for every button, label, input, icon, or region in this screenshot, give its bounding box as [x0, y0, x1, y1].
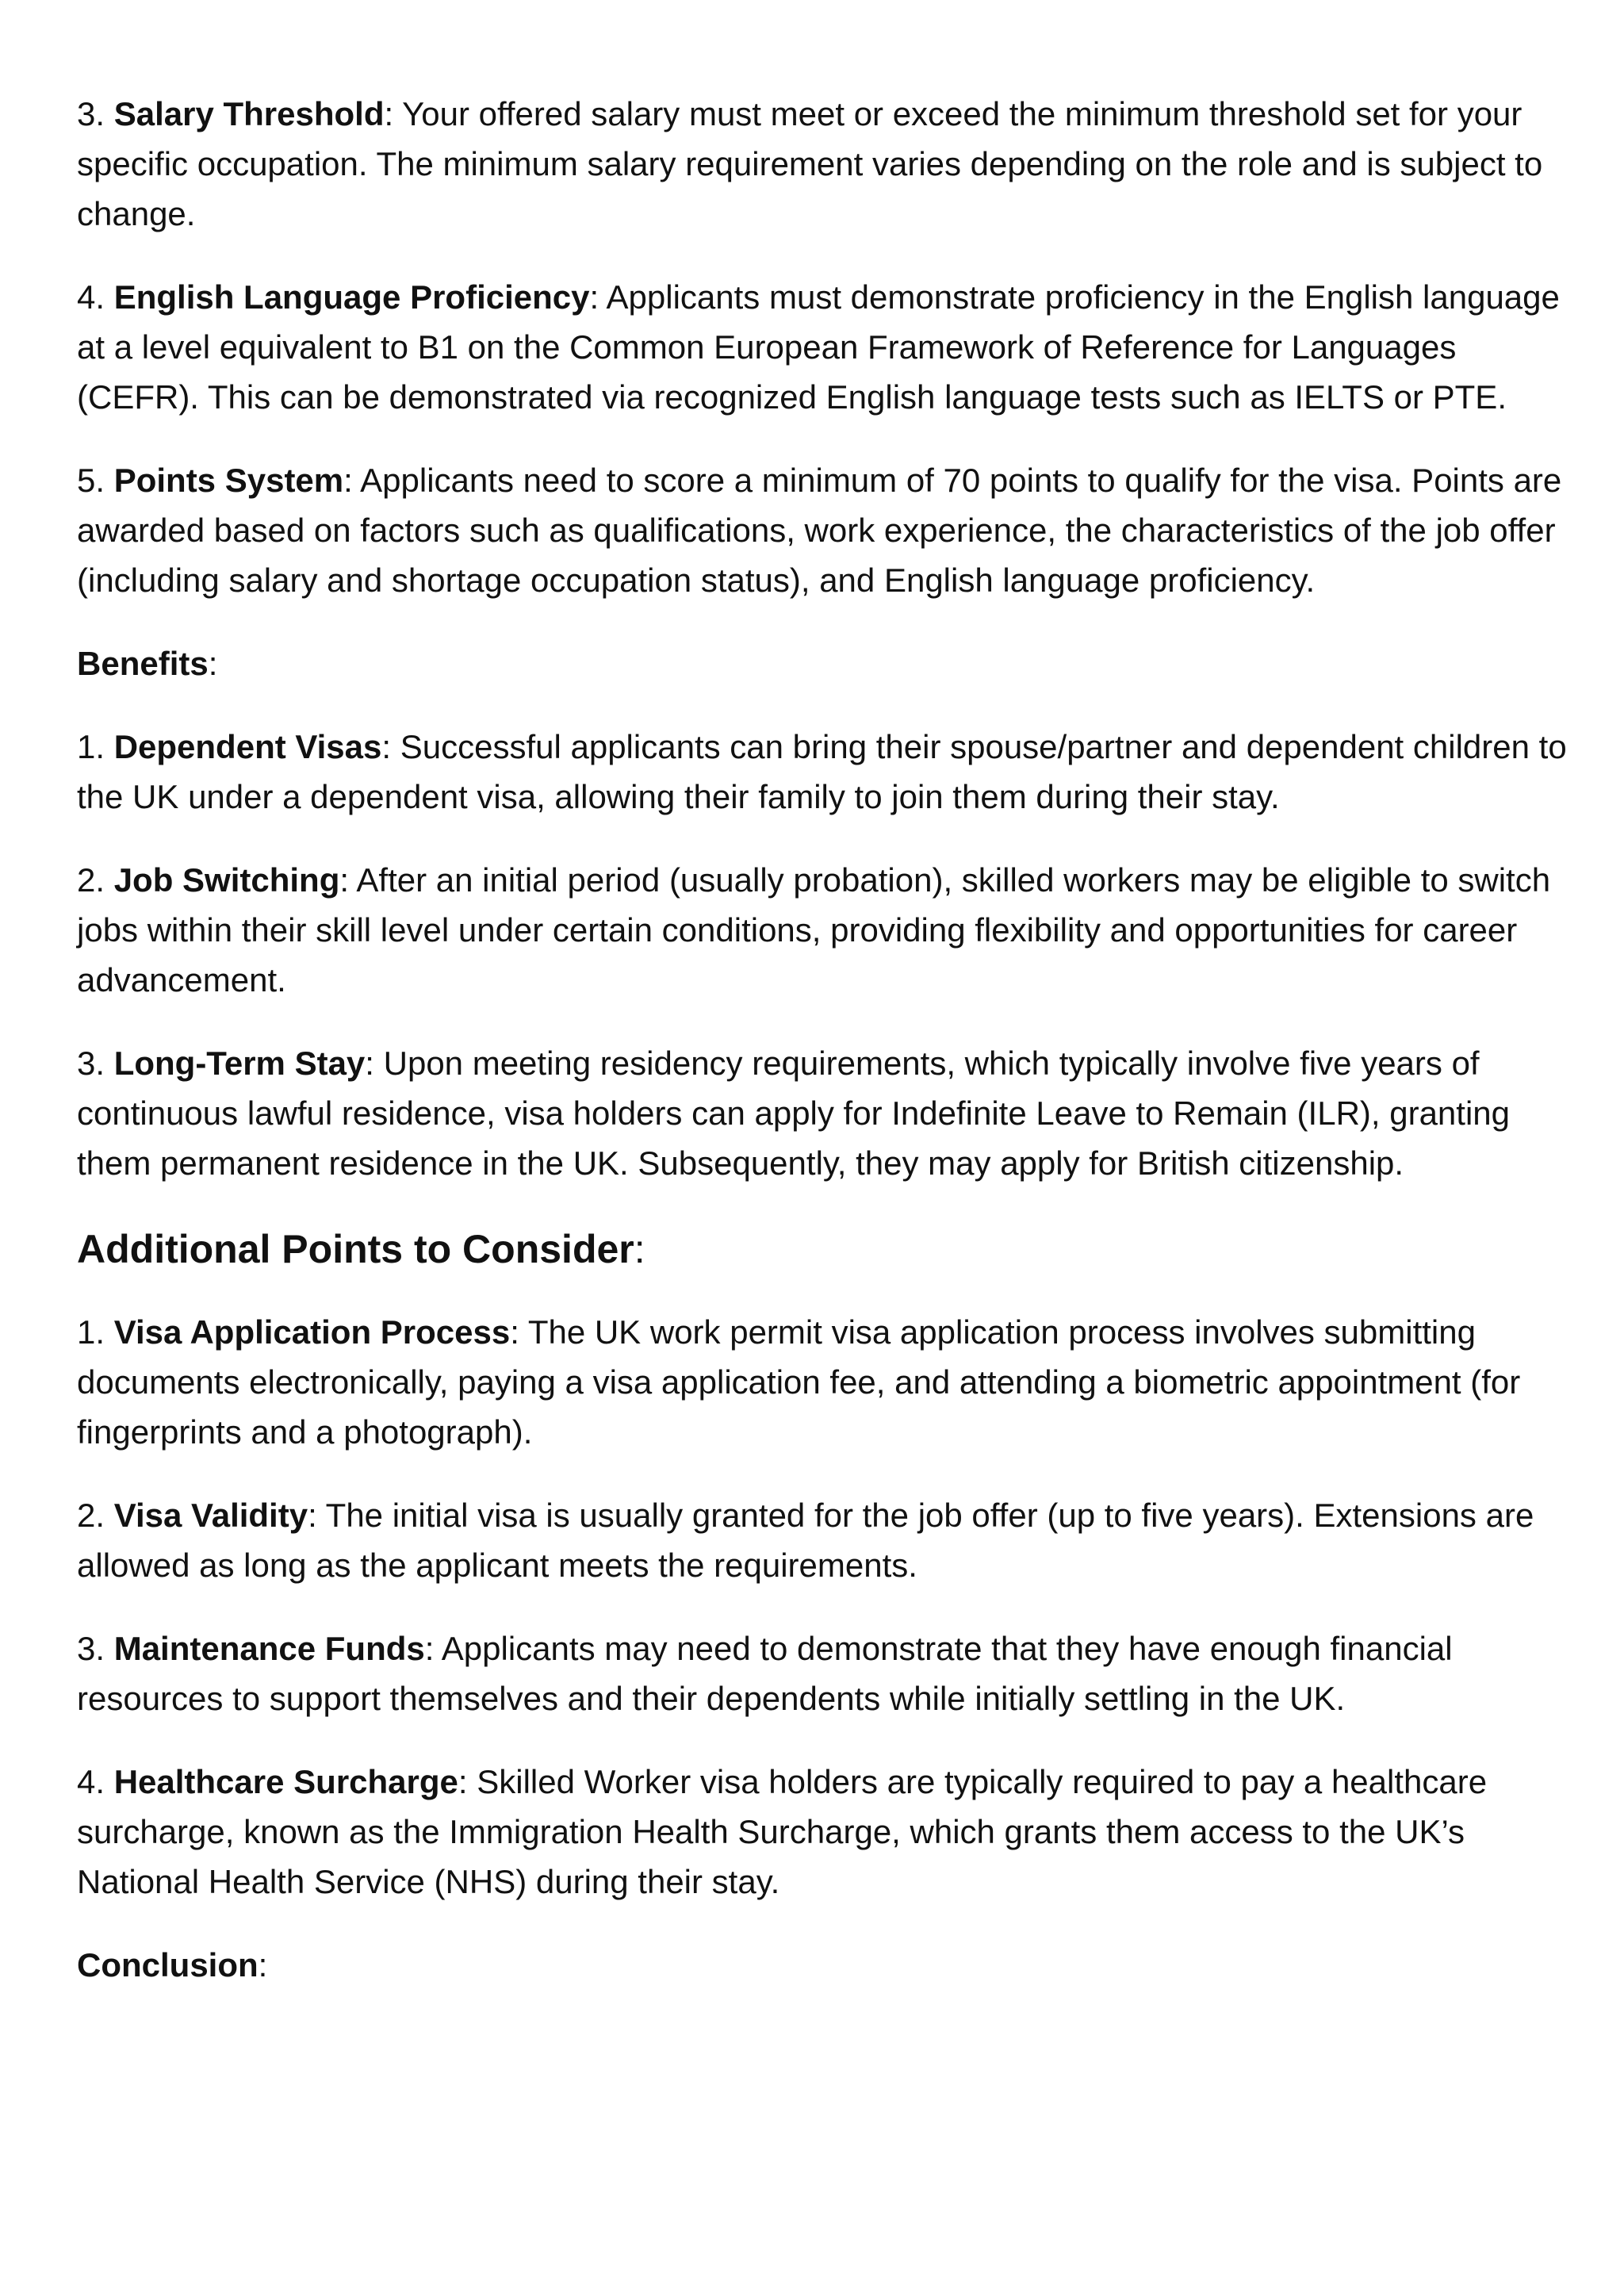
list-item-application-process: [77, 1307, 1568, 1457]
section-label-conclusion: [77, 1940, 1568, 1990]
section-title: Additional Points to Consider: [77, 1227, 634, 1271]
section-title: Conclusion: [77, 1946, 259, 1984]
section-suffix: :: [634, 1227, 645, 1271]
item-text: : Your offered salary must meet or exceed the minimum threshold set for your specific occupation. The minimum salary requirement varies depending on the role and is subject to change.: [77, 95, 1543, 232]
item-text: : Applicants may need to demonstrate that they have enough financial resources to support themselves and their dependents while initially settling in the UK.: [77, 1630, 1453, 1717]
item-text: : Successful applicants can bring their spouse/partner and dependent children to the UK under a dependent visa, allowing their family to join them during their stay.: [77, 728, 1567, 815]
item-number: 4.: [77, 278, 105, 316]
item-term: Visa Application Process: [113, 1313, 511, 1351]
item-text: : Skilled Worker visa holders are typically required to pay a healthcare surcharge, known as the Immigration Health Surcharge, which grants them access to the UK’s National Health Service (NHS) during their stay.: [77, 1763, 1488, 1900]
section-title: Benefits: [77, 645, 209, 682]
item-text: : Applicants need to score a minimum of 70 points to qualify for the visa. Points are awarded based on factors such as qualifications, work experience, the characteristics of the job offer (including salary and shortage occupation status), and English language proficiency.: [77, 462, 1562, 599]
item-term: Salary Threshold: [113, 95, 385, 132]
item-number: 2.: [77, 1497, 105, 1534]
item-text: : The initial visa is usually granted for the job offer (up to five years). Extensions are allowed as long as the applicant meets the requirements.: [77, 1497, 1534, 1584]
section-suffix: :: [258, 1946, 268, 1984]
list-item-english-proficiency: [77, 272, 1568, 422]
list-item-visa-validity: [77, 1490, 1568, 1590]
item-term: English Language Proficiency: [113, 278, 590, 316]
item-text: : The UK work permit visa application process involves submitting documents electronically, paying a visa application fee, and attending a biometric appointment (for fingerprints and a photograph).: [77, 1313, 1521, 1451]
item-term: Visa Validity: [113, 1497, 308, 1534]
list-item-points-system: [77, 455, 1568, 605]
item-number: 2.: [77, 861, 105, 899]
item-text: : After an initial period (usually probation), skilled workers may be eligible to switch jobs within their skill level under certain conditions, providing flexibility and opportunities for career advancement.: [77, 861, 1551, 999]
item-term: Maintenance Funds: [113, 1630, 425, 1667]
item-number: 3.: [77, 1045, 105, 1082]
item-number: 1.: [77, 1313, 105, 1351]
item-number: 3.: [77, 1630, 105, 1667]
section-suffix: :: [208, 645, 218, 682]
item-text: : Applicants must demonstrate proficiency in the English language at a level equivalent to B1 on the Common European Framework of Reference for Languages (CEFR). This can be demonstrated via recognized English language tests such as IELTS or PTE.: [77, 278, 1560, 416]
item-term: Healthcare Surcharge: [113, 1763, 458, 1800]
item-number: 1.: [77, 728, 105, 765]
list-item-salary-threshold: [77, 89, 1568, 239]
item-number: 4.: [77, 1763, 105, 1800]
section-label-benefits: [77, 638, 1568, 688]
item-number: 3.: [77, 95, 105, 132]
item-term: Job Switching: [113, 861, 340, 899]
item-text: : Upon meeting residency requirements, which typically involve five years of continuous lawful residence, visa holders can apply for Indefinite Leave to Remain (ILR), granting them permanent residence in the UK. Subsequently, they may apply for British citizenship.: [77, 1045, 1511, 1182]
list-item-healthcare-surcharge: [77, 1757, 1568, 1907]
list-item-maintenance-funds: [77, 1623, 1568, 1723]
list-item-job-switching: [77, 855, 1568, 1005]
section-heading-additional-points: [77, 1221, 1568, 1277]
item-number: 5.: [77, 462, 105, 499]
list-item-long-term-stay: [77, 1038, 1568, 1188]
item-term: Long-Term Stay: [113, 1045, 366, 1082]
list-item-dependent-visas: [77, 722, 1568, 822]
item-term: Dependent Visas: [113, 728, 382, 765]
item-term: Points System: [113, 462, 344, 499]
document-page: [77, 89, 1568, 2023]
